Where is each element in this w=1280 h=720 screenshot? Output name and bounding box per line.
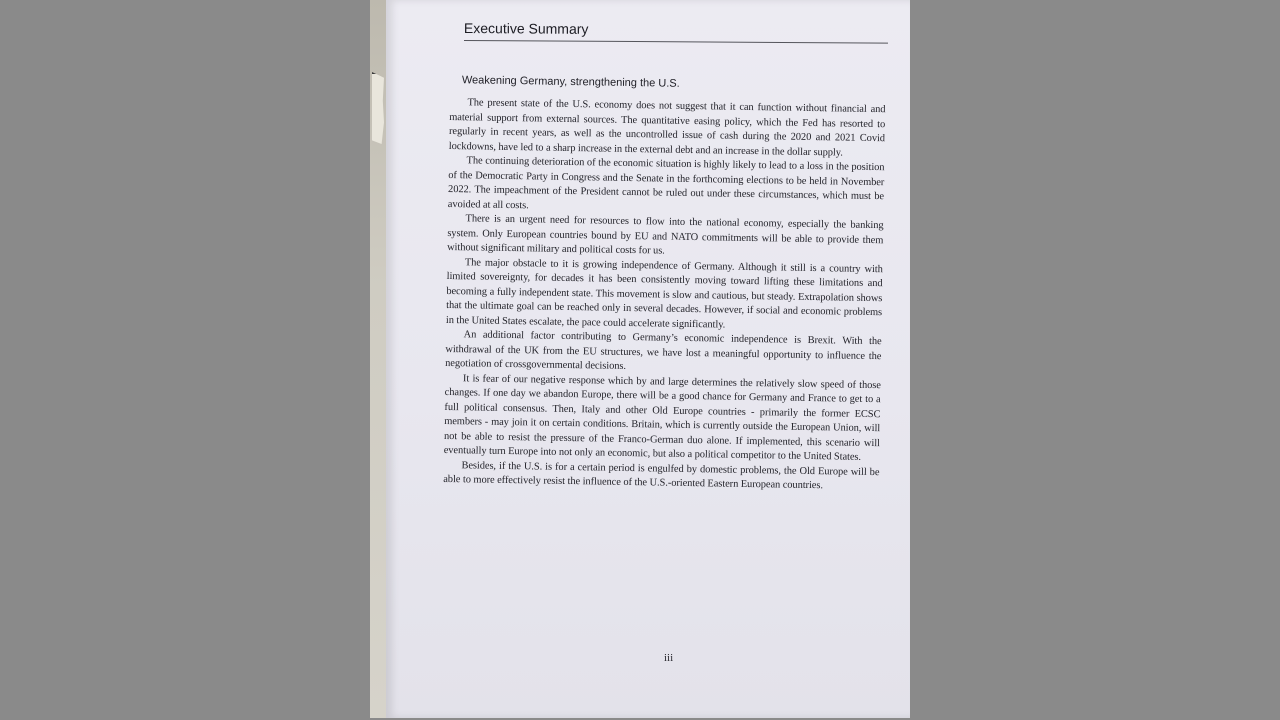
paragraph-1: The present state of the U.S. economy does not suggest that it can function without financial and material support from external sources. The quantitative easing policy, which the Fed has resorted to regularly in recent years, as well as the uncontrolled issue of cash during the 2020 and 2021 Covid lockdowns, have led to a sharp increase in the external debt and an increase in the dollar supply. — [448, 97, 886, 159]
page-header-title: Executive Summary — [463, 20, 589, 37]
paragraph-5: An additional factor contributing to Germany’s economic independence is Brexit. With the withdrawal of the UK from the EU structures, we have lost a meaningful opportunity to influence the negotiation of crossgovernmental decisions. — [445, 329, 882, 372]
paragraph-6: It is fear of our negative response which by and large determines the relatively slow speed of those changes. If one day we abandon Europe, there will be a good chance for Germany and France to get to a full political consensus. Then, Italy and other Old Europe countries - primarily the former ECSC members - may join it on certain conditions. Britain, which is currently outside the European Union, will not be able to resist the pressure of the Franco-German duo alone. If implemented, this scenario will eventually turn Europe into not only an economic, but also a political competitor to the United States. — [443, 372, 881, 463]
paragraph-2: The continuing deterioration of the economic situation is highly likely to lead to a loss in the position of the Democratic Party in Congress and the Senate in the forthcoming elections to be held in November 2022. The impeachment of the President cannot be ruled out under these circumstances, which must be avoided at all costs. — [447, 155, 885, 211]
paragraph-4: The major obstacle to it is growing independence of Germany. Although it still is a country with limited sovereignty, for decades it has been consistently moving toward lifting these limitations and becoming a fully independent state. This movement is slow and cautious, but steady. Extrapolation shows that the ultimate goal can be reached only in several decades. However, if social and economic problems in the United States escalate, the pace could accelerate significantly. — [445, 256, 883, 331]
paragraph-7: Besides, if the U.S. is for a certain period is engulfed by domestic problems, the Old Europe will be able to more effectively resist the influence of the U.S.-oriented Eastern European countries. — [443, 459, 880, 492]
document-page — [386, 0, 910, 718]
paragraph-3: There is an urgent need for resources to flow into the national economy, especially the banking system. Only European countries bound by EU and NATO commitments will be able to provide them without significant military and political costs for us. — [447, 213, 884, 257]
document-body — [443, 74, 886, 495]
page-number: iii — [664, 652, 674, 664]
section-subheading: Weakening Germany, strengthening the U.S. — [461, 74, 680, 90]
header-rule — [464, 40, 888, 44]
binding-edge — [370, 0, 386, 718]
torn-edge — [372, 72, 384, 144]
document-photo — [370, 0, 910, 718]
